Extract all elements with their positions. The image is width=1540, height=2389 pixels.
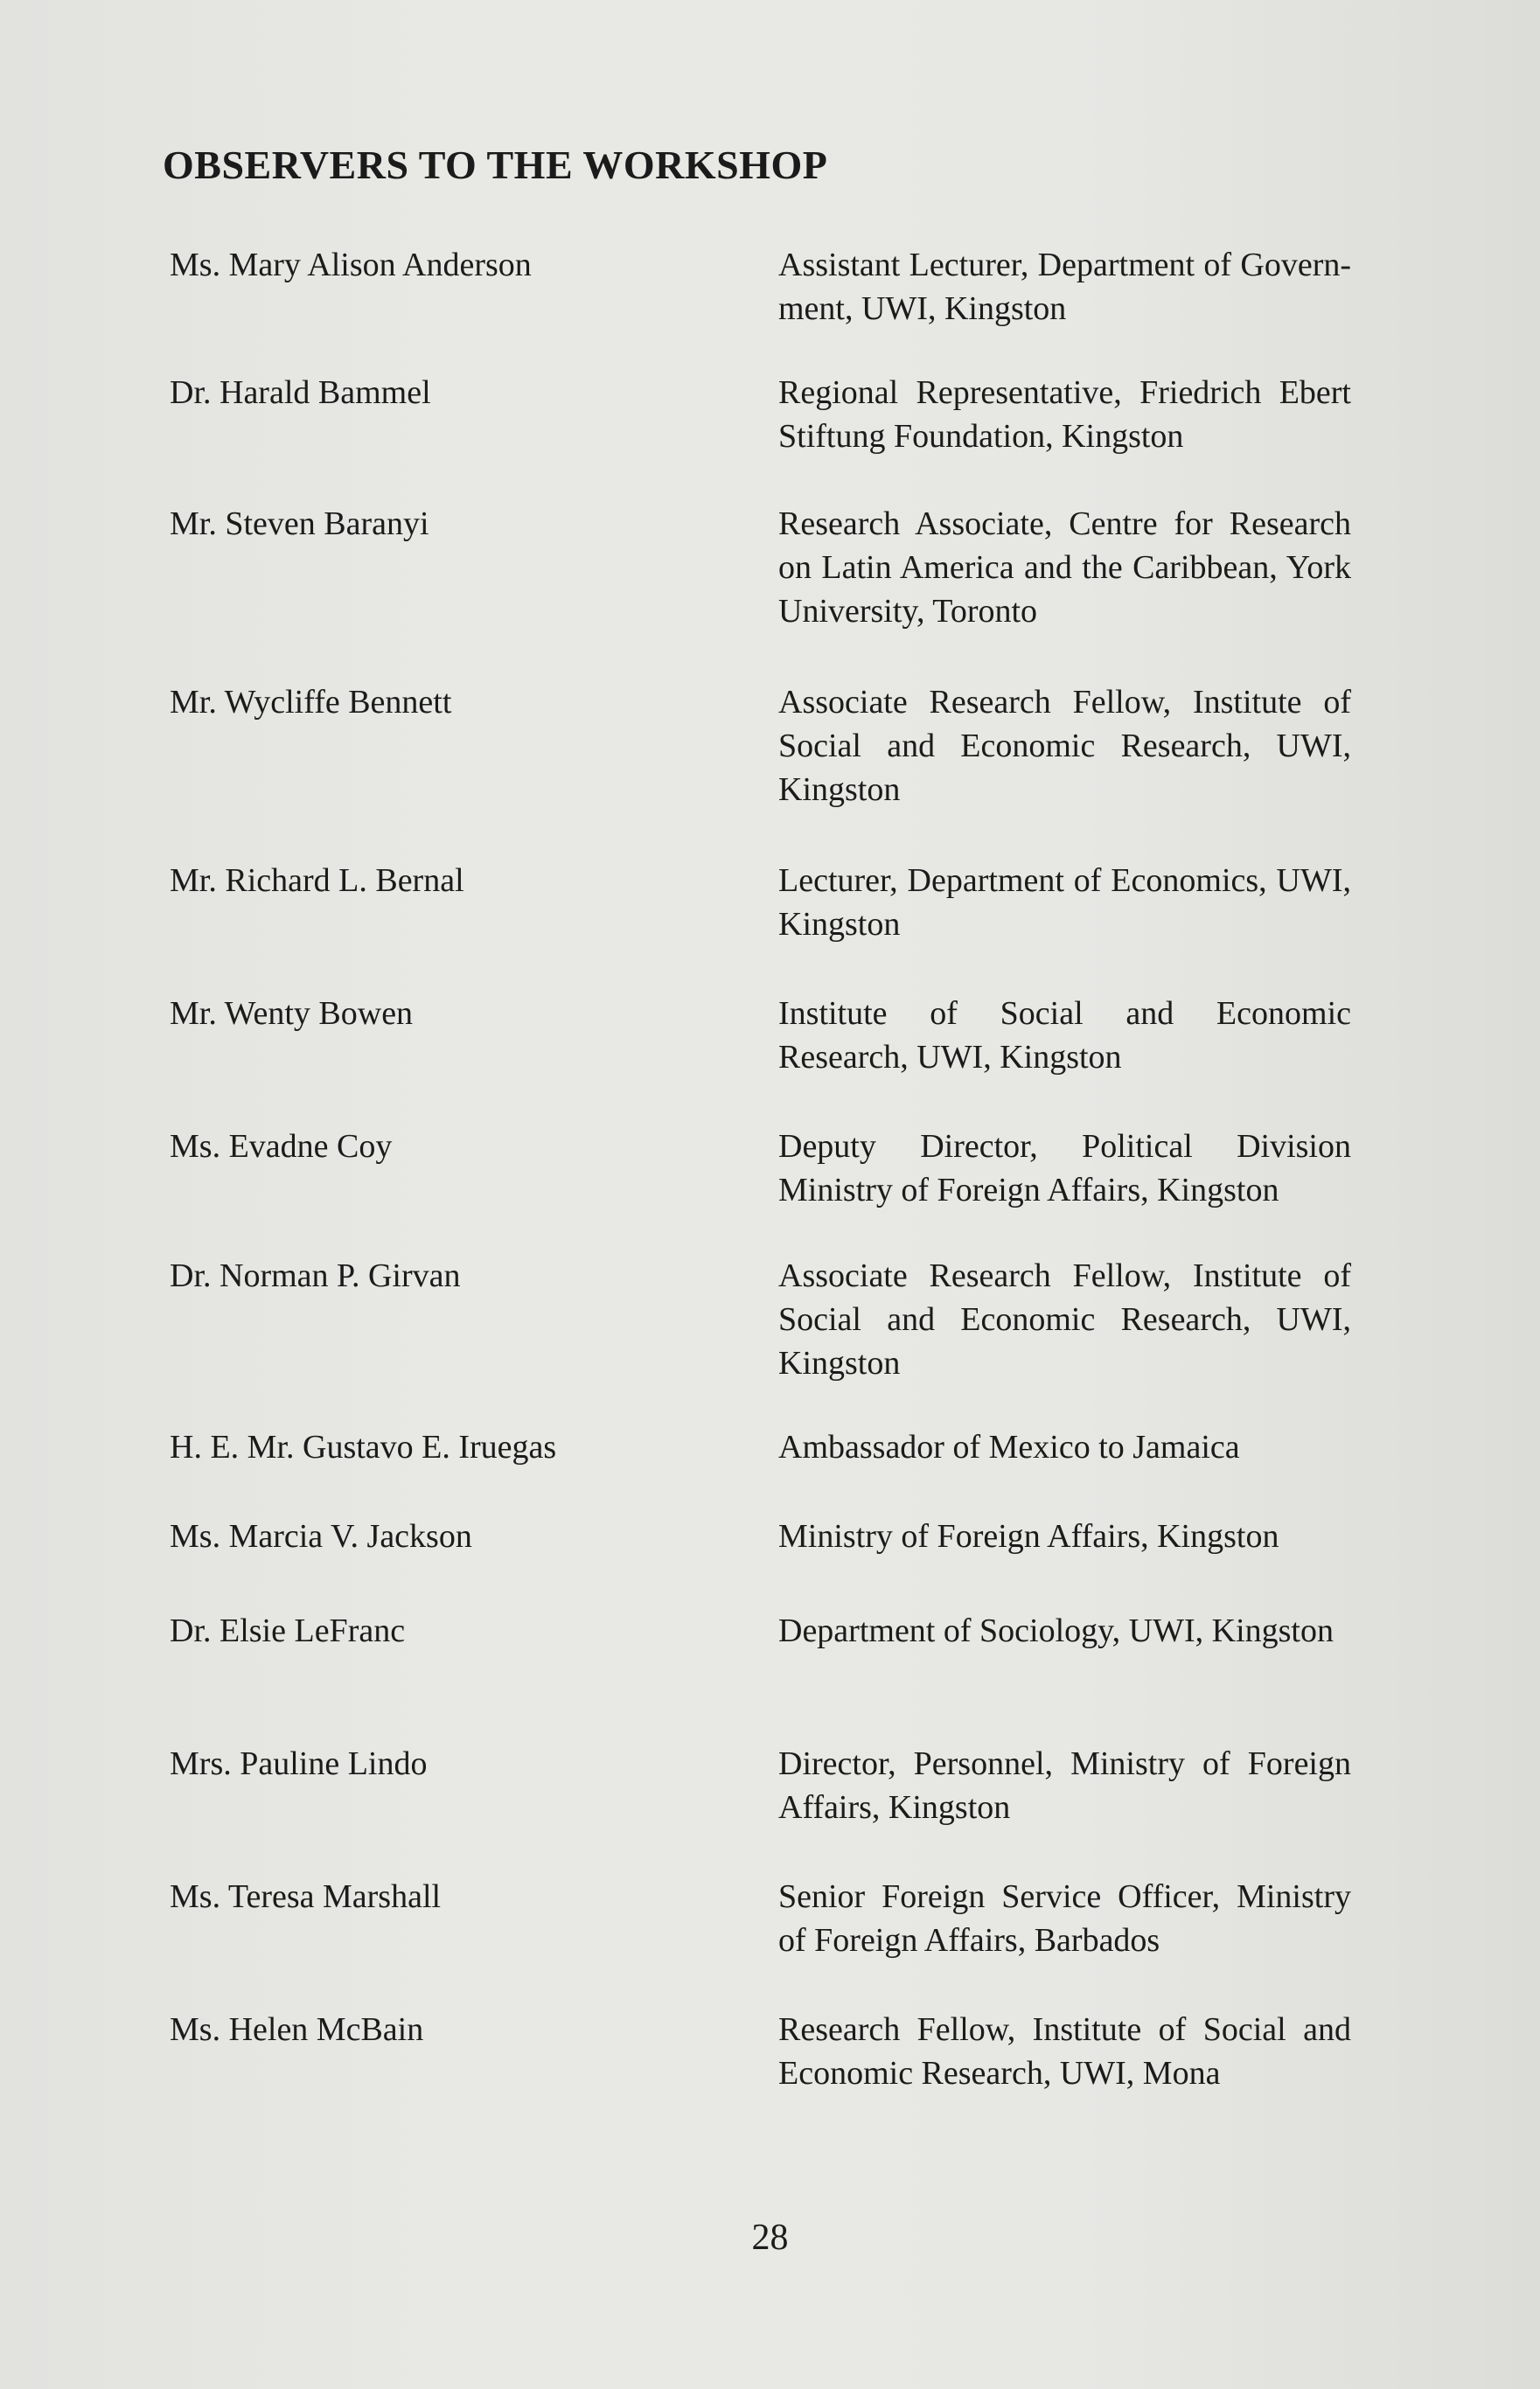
observer-affiliation: Regional Representative, Friedrich Ebert Stiftung Foundation, Kingston <box>778 374 1351 455</box>
observer-affiliation: Institute of Social and Economic Research, UWI, Kingston <box>778 995 1351 1076</box>
observer-affiliation: Deputy Director, Political Division Ministry of Foreign Affairs, Kingston <box>778 1128 1351 1208</box>
observer-affiliation: Associate Research Fellow, Institute of Social and Economic Research, UWI, Kingston <box>778 684 1351 808</box>
observer-affiliation: Director, Personnel, Ministry of Foreign Affairs, Kingston <box>778 1745 1351 1826</box>
observer-affiliation: Senior Foreign Service Officer, Ministry of Foreign Affairs, Barbados <box>778 1878 1351 1959</box>
observer-name: Mr. Steven Baranyi <box>170 505 429 542</box>
observer-affiliation: Research Fellow, Institute of Social and Economic Research, UWI, Mona <box>778 2011 1351 2092</box>
observer-name: Dr. Harald Bammel <box>170 374 431 411</box>
observer-affiliation: Lecturer, Department of Economics, UWI, Kingston <box>778 862 1351 943</box>
observer-name: H. E. Mr. Gustavo E. Iruegas <box>170 1429 557 1466</box>
observer-name: Dr. Norman P. Girvan <box>170 1257 461 1294</box>
observer-affiliation: Ambassador of Mexico to Jamaica <box>778 1429 1240 1466</box>
observer-name: Mr. Richard L. Bernal <box>170 862 464 899</box>
observer-name: Mr. Wycliffe Bennett <box>170 684 452 721</box>
section-title: OBSERVERS TO THE WORKSHOP <box>163 143 828 187</box>
observer-affiliation: Research Associate, Centre for Research on Latin America and the Caribbean, York University, Toronto <box>778 505 1351 630</box>
observer-name: Mrs. Pauline Lindo <box>170 1745 428 1782</box>
observer-name: Ms. Evadne Coy <box>170 1128 393 1165</box>
observer-name: Ms. Mary Alison Anderson <box>170 247 532 283</box>
observer-name: Ms. Helen McBain <box>170 2011 424 2048</box>
observer-name: Ms. Marcia V. Jackson <box>170 1518 472 1555</box>
observer-affiliation: Associate Research Fellow, Institute of Social and Economic Research, UWI, Kingston <box>778 1257 1351 1382</box>
observer-affiliation: Assistant Lecturer, Department of Govern-ment, UWI, Kingston <box>778 247 1351 327</box>
observer-name: Mr. Wenty Bowen <box>170 995 414 1032</box>
observer-affiliation: Ministry of Foreign Affairs, Kingston <box>778 1518 1279 1555</box>
observer-name: Ms. Teresa Marshall <box>170 1878 442 1915</box>
observer-affiliation: Department of Sociology, UWI, Kingston <box>778 1612 1334 1649</box>
observer-name: Dr. Elsie LeFranc <box>170 1612 406 1649</box>
page-number: 28 <box>751 2218 789 2258</box>
